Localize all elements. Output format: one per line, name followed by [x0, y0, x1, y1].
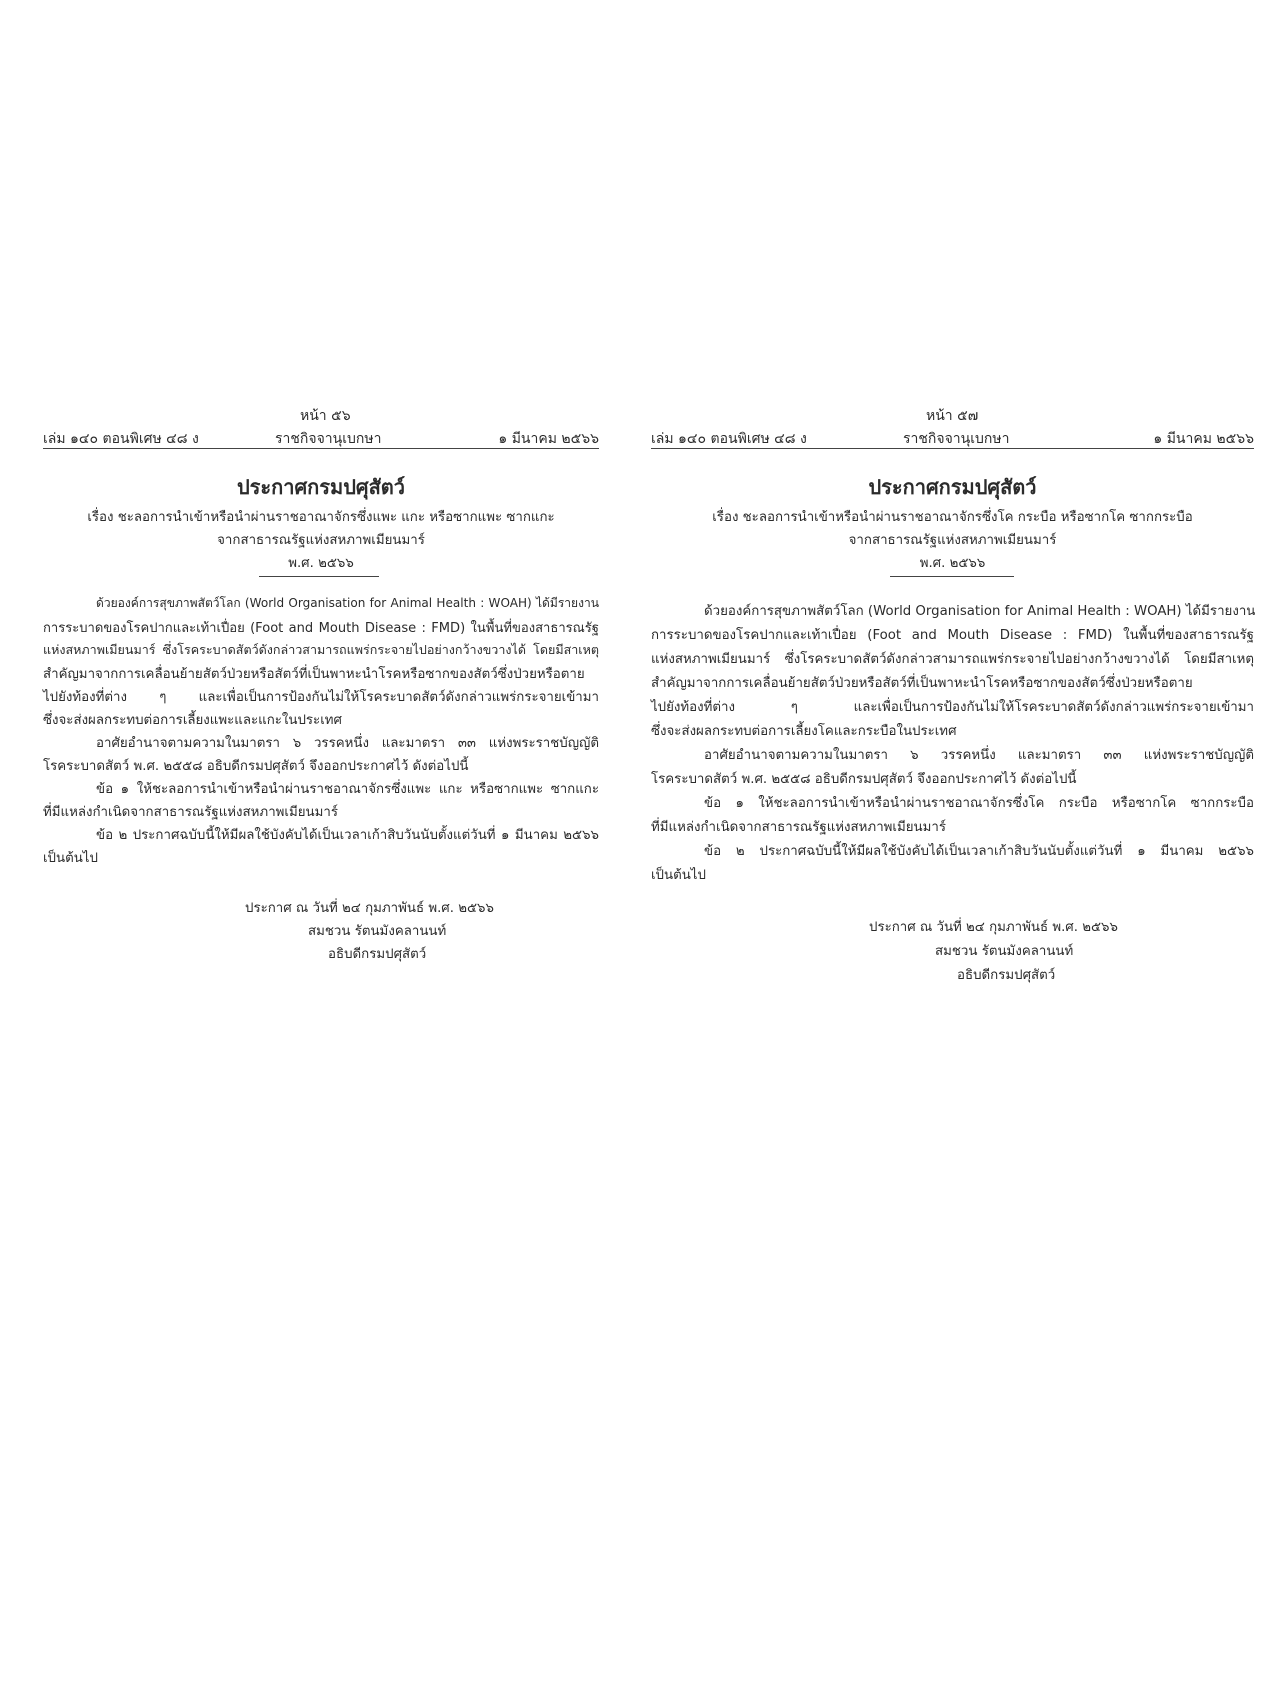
clause-2: ข้อ ๒ ประกาศฉบับนี้ให้มีผลใช้บังคับได้เป็นเวลาเก้าสิบวันนับตั้งแต่วันที่ ๑ มีนาคม ๒๕๖๖ [704, 844, 1254, 859]
body-line: เป็นต้นไป [43, 851, 98, 866]
body-line: สำคัญมาจากการเคลื่อนย้ายสัตว์ป่วยหรือสัตว์ที่เป็นพาหะนำโรคหรือซากของสัตว์ซึ่งป่วยหรือตาย [651, 676, 1193, 691]
body-line: ด้วยองค์การสุขภาพสัตว์โลก (World Organisation for Animal Health : WOAH) ได้มีรายงาน [96, 596, 599, 610]
header-date: ๑ มีนาคม ๒๕๖๖ [498, 431, 599, 447]
body-line: แห่งสหภาพเมียนมาร์ ซึ่งโรคระบาดสัตว์ดังกล่าวสามารถแพร่กระจายไปอย่างกว้างขวางได้ โดยมีสาเหตุ [651, 652, 1254, 667]
signatory-name: สมชวน รัตนมังคลานนท์ [308, 924, 447, 939]
page-header [651, 426, 1254, 449]
body-line: ด้วยองค์การสุขภาพสัตว์โลก (World Organisation for Animal Health : WOAH) ได้มีรายงาน [704, 604, 1256, 619]
signatory-position: อธิบดีกรมปศุสัตว์ [957, 968, 1056, 983]
signatory-name: สมชวน รัตนมังคลานนท์ [935, 944, 1074, 959]
body-line: ที่มีแหล่งกำเนิดจากสาธารณรัฐแห่งสหภาพเมียนมาร์ [43, 805, 338, 820]
clause-2: ข้อ ๒ ประกาศฉบับนี้ให้มีผลใช้บังคับได้เป็นเวลาเก้าสิบวันนับตั้งแต่วันที่ ๑ มีนาคม ๒๕๖๖ [96, 828, 599, 843]
body-line: โรคระบาดสัตว์ พ.ศ. ๒๕๕๘ อธิบดีกรมปศุสัตว์ จึงออกประกาศไว้ ดังต่อไปนี้ [651, 772, 1077, 787]
page-number: หน้า ๕๗ [926, 408, 979, 424]
body-line: การระบาดของโรคปากและเท้าเปื่อย (Foot and Mouth Disease : FMD) ในพื้นที่ของสาธารณรัฐ [43, 621, 599, 636]
title-divider [890, 576, 1014, 577]
announcement-date: ประกาศ ณ วันที่ ๒๔ กุมภาพันธ์ พ.ศ. ๒๕๖๖ [245, 901, 494, 916]
header-gazette: ราชกิจจานุเบกษา [275, 431, 382, 447]
signatory-position: อธิบดีกรมปศุสัตว์ [328, 947, 427, 962]
announcement-title: ประกาศกรมปศุสัตว์ [868, 475, 1037, 499]
body-line: สำคัญมาจากการเคลื่อนย้ายสัตว์ป่วยหรือสัตว์ที่เป็นพาหะนำโรคหรือซากของสัตว์ซึ่งป่วยหรือตาย [43, 667, 585, 682]
title-divider [259, 576, 379, 577]
body-line: การระบาดของโรคปากและเท้าเปื่อย (Foot and Mouth Disease : FMD) ในพื้นที่ของสาธารณรัฐ [651, 628, 1254, 643]
subject-line: เรื่อง ชะลอการนำเข้าหรือนำผ่านราชอาณาจักรซึ่งแพะ แกะ หรือซากแพะ ซากแกะ [87, 510, 555, 525]
body-line: อาศัยอำนาจตามความในมาตรา ๖ วรรคหนึ่ง และมาตรา ๓๓ แห่งพระราชบัญญัติ [704, 748, 1254, 763]
header-gazette: ราชกิจจานุเบกษา [903, 431, 1010, 447]
clause-1: ข้อ ๑ ให้ชะลอการนำเข้าหรือนำผ่านราชอาณาจักรซึ่งโค กระบือ หรือซากโค ซากกระบือ [704, 796, 1254, 811]
body-line: ซึ่งจะส่งผลกระทบต่อการเลี้ยงแพะและแกะในประเทศ [43, 713, 342, 728]
subject-year: พ.ศ. ๒๕๖๖ [919, 556, 986, 571]
subject-line: จากสาธารณรัฐแห่งสหภาพเมียนมาร์ [217, 533, 425, 548]
page-header [43, 426, 599, 449]
announcement-title: ประกาศกรมปศุสัตว์ [236, 475, 406, 499]
body-line: ไปยังท้องที่ต่าง ๆ และเพื่อเป็นการป้องกันไม่ให้โรคระบาดสัตว์ดังกล่าวแพร่กระจายเข้ามา [651, 700, 1254, 715]
body-line: เป็นต้นไป [651, 868, 706, 883]
subject-year: พ.ศ. ๒๕๖๖ [288, 556, 354, 571]
body-line: ไปยังท้องที่ต่าง ๆ และเพื่อเป็นการป้องกันไม่ให้โรคระบาดสัตว์ดังกล่าวแพร่กระจายเข้ามา [43, 690, 599, 705]
page-number: หน้า ๕๖ [300, 408, 351, 424]
announcement-date: ประกาศ ณ วันที่ ๒๔ กุมภาพันธ์ พ.ศ. ๒๕๖๖ [869, 920, 1118, 935]
header-date: ๑ มีนาคม ๒๕๖๖ [1153, 431, 1254, 447]
body-line: แห่งสหภาพเมียนมาร์ ซึ่งโรคระบาดสัตว์ดังกล่าวสามารถแพร่กระจายไปอย่างกว้างขวางได้ โดยมีสาเหตุ [43, 642, 599, 657]
body-line: ที่มีแหล่งกำเนิดจากสาธารณรัฐแห่งสหภาพเมียนมาร์ [651, 820, 946, 835]
body-line: ซึ่งจะส่งผลกระทบต่อการเลี้ยงโคและกระบือในประเทศ [651, 724, 957, 739]
clause-1: ข้อ ๑ ให้ชะลอการนำเข้าหรือนำผ่านราชอาณาจักรซึ่งแพะ แกะ หรือซากแพะ ซากแกะ [96, 782, 599, 797]
subject-line: จากสาธารณรัฐแห่งสหภาพเมียนมาร์ [848, 533, 1057, 548]
body-line: อาศัยอำนาจตามความในมาตรา ๖ วรรคหนึ่ง และมาตรา ๓๓ แห่งพระราชบัญญัติ [96, 736, 599, 751]
header-volume: เล่ม ๑๔๐ ตอนพิเศษ ๔๘ ง [43, 431, 199, 447]
subject-line: เรื่อง ชะลอการนำเข้าหรือนำผ่านราชอาณาจักรซึ่งโค กระบือ หรือซากโค ซากกระบือ [712, 510, 1193, 525]
header-volume: เล่ม ๑๔๐ ตอนพิเศษ ๔๘ ง [651, 431, 807, 447]
body-line: โรคระบาดสัตว์ พ.ศ. ๒๕๕๘ อธิบดีกรมปศุสัตว์ จึงออกประกาศไว้ ดังต่อไปนี้ [43, 759, 469, 774]
